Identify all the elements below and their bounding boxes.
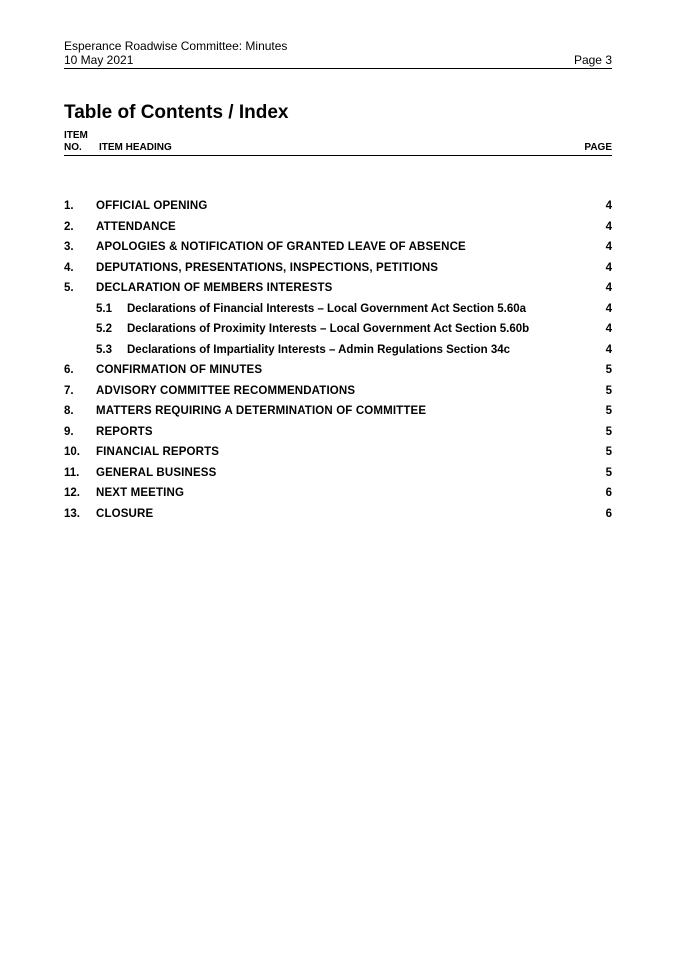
toc-entry-number: 5. <box>64 282 74 294</box>
toc-column-header <box>64 130 612 156</box>
toc-entry-page: 4 <box>605 241 612 253</box>
toc-entry-page: 5 <box>605 466 612 479</box>
toc-entry-number: 2. <box>64 220 74 233</box>
toc-entry-number: 7. <box>64 384 74 397</box>
toc-entry[interactable] <box>64 217 612 238</box>
column-heading-label: ITEM HEADING <box>99 142 172 153</box>
toc-entry-number: 9. <box>64 425 74 438</box>
toc-entry-heading: Declarations of Impartiality Interests – Admin Regulations Section 34c <box>127 343 511 356</box>
toc-entry[interactable] <box>64 483 612 504</box>
toc-entry-page: 5 <box>605 405 612 417</box>
page-number: Page 3 <box>573 53 612 67</box>
toc-title: Table of Contents / Index <box>64 102 289 123</box>
committee-title: Esperance Roadwise Committee: Minutes <box>64 39 288 53</box>
toc-entry-page: 4 <box>605 261 612 274</box>
toc-entry[interactable] <box>64 422 612 443</box>
toc-entry-page: 4 <box>605 302 612 315</box>
toc-entry-page: 5 <box>605 425 612 438</box>
toc-entry-page: 4 <box>605 220 612 233</box>
column-page-label: PAGE <box>584 142 612 153</box>
toc-entry-heading: ATTENDANCE <box>96 220 176 233</box>
toc-entry-page: 5 <box>605 446 612 458</box>
toc-entry[interactable] <box>64 463 612 484</box>
toc-entry[interactable] <box>64 278 612 299</box>
toc-entry-heading: DECLARATION OF MEMBERS INTERESTS <box>96 282 333 294</box>
toc-entry[interactable] <box>64 504 612 525</box>
toc-entry-page: 4 <box>605 282 612 294</box>
toc-entry-number: 10. <box>64 446 80 458</box>
toc-entry-number: 5.1 <box>96 302 112 315</box>
toc-entry[interactable] <box>64 258 612 279</box>
toc-entry-heading: GENERAL BUSINESS <box>96 466 217 479</box>
toc-entry-page: 6 <box>605 487 612 499</box>
toc-entry-number: 3. <box>64 241 74 253</box>
toc-entry-number: 12. <box>64 487 80 499</box>
toc-entry-heading: Declarations of Proximity Interests – Local Government Act Section 5.60b <box>127 323 530 335</box>
toc-subentry[interactable] <box>64 299 612 320</box>
toc-entry[interactable] <box>64 401 612 422</box>
toc-entry-heading: MATTERS REQUIRING A DETERMINATION OF COMMITTEE <box>96 405 427 417</box>
toc-entry[interactable] <box>64 442 612 463</box>
toc-entry-number: 13. <box>64 507 80 520</box>
toc-entry-heading: CONFIRMATION OF MINUTES <box>96 364 263 376</box>
header-date-row <box>64 53 612 67</box>
toc-entry-number: 4. <box>64 261 74 274</box>
toc-subentry[interactable] <box>64 319 612 340</box>
toc-subentry[interactable] <box>64 340 612 361</box>
toc-entry-heading: Declarations of Financial Interests – Local Government Act Section 5.60a <box>127 302 527 315</box>
toc-entry[interactable] <box>64 360 612 381</box>
toc-list <box>64 196 612 524</box>
toc-entry-heading: REPORTS <box>96 425 153 438</box>
toc-entry-number: 1. <box>64 200 74 212</box>
toc-entry-number: 5.2 <box>96 323 112 335</box>
column-item-label: ITEM <box>64 130 88 141</box>
toc-entry[interactable] <box>64 381 612 402</box>
running-header <box>64 39 612 69</box>
toc-entry-number: 6. <box>64 364 74 376</box>
toc-entry-number: 5.3 <box>96 343 112 356</box>
column-no-label: NO. <box>64 142 82 153</box>
toc-entry-heading: OFFICIAL OPENING <box>96 200 208 212</box>
toc-entry-heading: NEXT MEETING <box>96 487 185 499</box>
toc-entry-page: 4 <box>605 343 612 356</box>
toc-entry-heading: FINANCIAL REPORTS <box>96 446 220 458</box>
header-title-row <box>64 39 612 53</box>
toc-entry-heading: DEPUTATIONS, PRESENTATIONS, INSPECTIONS, PETITIONS <box>96 261 439 274</box>
toc-entry[interactable] <box>64 196 612 217</box>
toc-entry-page: 5 <box>605 384 612 397</box>
toc-entry-page: 4 <box>605 323 612 335</box>
toc-entry-heading: APOLOGIES & NOTIFICATION OF GRANTED LEAVE OF ABSENCE <box>96 241 466 253</box>
toc-entry-heading: CLOSURE <box>96 507 154 520</box>
toc-entry-number: 8. <box>64 405 74 417</box>
toc-entry-number: 11. <box>64 466 80 479</box>
meeting-date: 10 May 2021 <box>64 53 134 67</box>
toc-entry[interactable] <box>64 237 612 258</box>
toc-entry-heading: ADVISORY COMMITTEE RECOMMENDATIONS <box>96 384 356 397</box>
toc-entry-page: 4 <box>605 200 612 212</box>
toc-entry-page: 5 <box>605 364 612 376</box>
toc-entry-page: 6 <box>605 507 612 520</box>
